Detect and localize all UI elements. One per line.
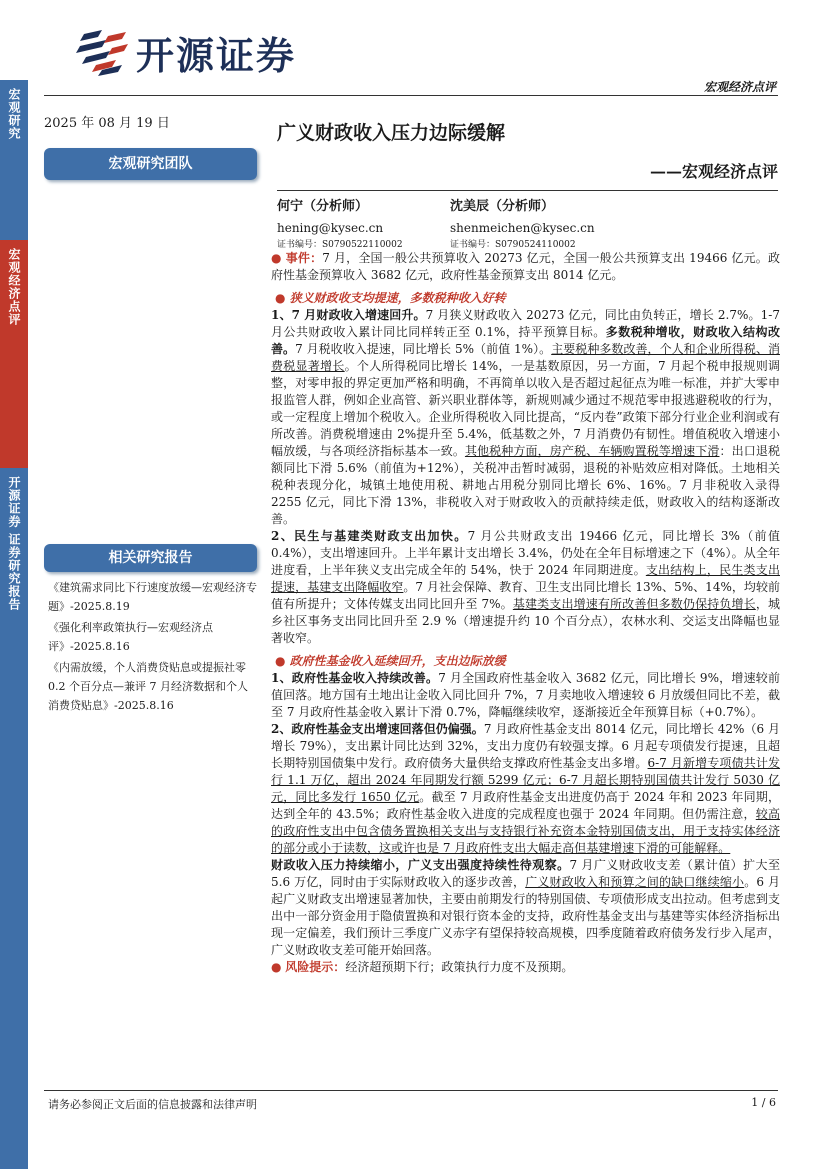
section-heading (271, 290, 780, 307)
related-reports-list (48, 578, 258, 717)
underlined-text: 主要税种多数改善，个人和企业所得税、消费税显著增长 (271, 342, 780, 373)
title-divider (277, 190, 778, 191)
paragraph-text: 。截至 7 月政府性基金支出进度仍高于 2024 年和 2023 年同期，达到全年的 43.5%；政府性基金收入进度的完成程度也强于 2024 年同期。但仍需注意， (271, 790, 780, 821)
bullet-icon: ● (271, 251, 286, 265)
risk-label: 风险提示： (285, 960, 346, 974)
report-category: 宏观经济点评 (703, 80, 776, 94)
sidebar-bottom-label: 开源证券 证券研究报告 (7, 476, 21, 612)
paragraph-text: ：出口退税额同比下滑 5.6%（前值为+12%），关税冲击暂时减弱，退税的补贴效应相对降低。土地相关税种表现分化，城镇土地使用税、耕地占用税分别同比增长 6%、16%。7 月非税收入录得 2255 亿元，同比下滑 13%，非税收入对于财政收入的贡献持续走低，财政收入的结构逐渐改善。 (271, 444, 780, 526)
related-report-link[interactable]: 《建筑需求同比下行速度放缓—宏观经济专题》-2025.8.19 (48, 581, 257, 613)
analyst-cert: 证书编号：S0790522110002 (277, 240, 403, 250)
paragraph-text: 。6 月起广义财政支出增速显著加快，主要由前期发行的特别国债、专项债形成支出拉动。但考虑到支出中一部分资金用于隐债置换和对银行资本金的支持，政府性基金支出与基建等实体经济指标出现一定偏差，我们预计三季度广义赤字有望保持较高规模，四季度随着政府债务发行步入尾声，广义财政收支差可能开始回落。 (271, 875, 780, 957)
paragraph-text: 7 月公共财政支出 19466 亿元，同比增长 3%（前值 0.4%），支出增速回升。上半年累计支出增长 3.4%，仍处在全年目标增速之下（4%）。从全年进度看，上半年狭义支出完成全年的 54%，快于 2024 年同期进度。 (271, 529, 780, 577)
sidebar-top-label: 宏观研究 (7, 88, 21, 140)
paragraph-text: 。个人所得税同比增长 14%，一是基数原因，另一方面，7 月起个税申报规则调整，对零申报的界定更加严格和明确，不再简单以收入是否超过起征点为唯一标准，并扩大零申报监管人群，例如企业高管、新兴职业群体等，新规则减少通过不规范零申报逃避税收的行为，或一定程度上增加个税收入。企业所得税收入同比提高，“反内卷”政策下部分行业企业利润或有所改善。消费税增速由 2%提升至 5.4%，低基数之外，7 月消费仍有韧性。增值税收入增速小幅放缓，与各项经济指标基本一致。 (271, 359, 780, 458)
risk-text: 经济超预期下行；政策执行力度不及预期。 (345, 960, 574, 974)
analyst-2 (450, 198, 595, 254)
section-heading-text: 政府性基金收入延续回升，支出边际放缓 (289, 654, 506, 668)
paragraph-heading: 财政收入压力持续缩小，广义支出强度持续性待观察。 (271, 858, 570, 872)
paragraph (271, 307, 780, 528)
related-reports-header: 相关研究报告 (44, 544, 257, 572)
footer-disclaimer: 请务必参阅正文后面的信息披露和法律声明 (48, 1098, 257, 1111)
underlined-text: 广义财政收入和预算之间的缺口继续缩小 (525, 875, 745, 889)
underlined-text: 较高的政府性支出中包含债务置换相关支出与支持银行补充资本金特别国债支出，用于支持实体经济的部分或小于读数，这或许也是 7 月政府性支出大幅走高但基建增速下滑的可能解释。 (271, 807, 780, 855)
paragraph-text: 7 月全国政府性基金收入 3682 亿元，同比增长 9%，增速较前值回落。地方国有土地出让金收入同比回升 7%，7 月卖地收入增速较 6 月放缓但同比不差，截至 7 月政府性基金收入累计下滑 0.7%，降幅继续收窄，逐渐接近全年预算目标（+0.7%）。 (271, 671, 780, 719)
event-label: 事件： (285, 251, 323, 265)
report-date: 2025 年 08 月 19 日 (44, 116, 170, 131)
logo-mark-icon (76, 30, 128, 76)
paragraph-text: ，城乡社区事务支出同比回升至 2.9 %（增速提升约 10 个百分点），农林水利、交运支出降幅也显著收窄。 (271, 597, 780, 645)
paragraph-text: 7 月税收收入提速，同比增长 5%（前值 1%）。 (295, 342, 552, 356)
footer-divider (44, 1090, 778, 1091)
paragraph-text: 7 月政府性基金支出 8014 亿元，同比增长 42%（6 月增长 79%），支出累计同比达到 32%，支出力度仍有较强支撑。6 月起专项债发行提速，且超长期特别国债集中发行。政府债务大量供给支撑政府性基金支出多增。 (271, 722, 780, 770)
logo-text: 开源证券 (136, 34, 297, 78)
paragraph-text: 7 月狭义财政收入 20273 亿元，同比由负转正，增长 2.7%。1-7 月公共财政收入累计同比同样转正至 0.1%，持平预算目标。 (271, 308, 780, 339)
paragraph (271, 721, 780, 857)
bullet-icon: ● (275, 654, 290, 668)
sidebar-bottom-band (0, 468, 28, 1169)
analyst-email[interactable]: hening@kysec.cn (277, 221, 384, 235)
underlined-text: 其他税种方面，房产税、车辆购置税等增速下滑 (464, 444, 720, 458)
paragraph (271, 670, 780, 721)
section-heading (271, 653, 780, 670)
underlined-text: 6-7 月新增专项债共计发行 1.1 万亿，超出 2024 年同期发行额 5299 亿元；6-7 月超长期特别国债共计发行 5030 亿元，同比多发行 1650 亿元 (271, 756, 781, 804)
analyst-1 (277, 198, 403, 254)
underlined-text: 支出结构上，民生类支出提速，基建支出降幅收窄 (271, 563, 780, 594)
page-number: 1 / 6 (751, 1096, 776, 1109)
event-paragraph (271, 250, 780, 284)
paragraph-heading: 2、民生与基建类财政支出加快。 (271, 529, 468, 543)
analyst-name: 何宁（分析师） (277, 199, 369, 214)
bullet-icon: ● (271, 960, 286, 974)
sidebar-middle-label: 宏观经济点评 (7, 248, 21, 326)
paragraph (271, 857, 780, 959)
sidebar-top-band (0, 80, 28, 240)
paragraph-text: 7 月广义财政收支差（累计值）扩大至 5.6 万亿，同时由于实际财政收入的逐步改善， (271, 858, 780, 889)
analyst-cert: 证书编号：S0790524110002 (450, 240, 576, 250)
paragraph-text: 。7 月社会保障、教育、卫生支出同比增长 13%、5%、14%，均较前值有所提升；文体传媒支出同比回升至 7%。 (271, 580, 780, 611)
bullet-icon: ● (275, 291, 290, 305)
report-title: 广义财政收入压力边际缓解 (277, 122, 506, 144)
paragraph (271, 528, 780, 647)
header-divider (44, 95, 778, 96)
event-text: 7 月，全国一般公共预算收入 20273 亿元，全国一般公共预算支出 19466 亿元。政府性基金预算收入 3682 亿元，政府性基金预算支出 8014 亿元。 (271, 251, 780, 282)
paragraph-heading: 1、7 月财政收入增速回升。 (271, 308, 426, 322)
sidebar (0, 0, 28, 1169)
paragraph-heading: 1、政府性基金收入持续改善。 (271, 671, 439, 685)
analyst-name: 沈美辰（分析师） (450, 199, 555, 214)
analyst-email[interactable]: shenmeichen@kysec.cn (450, 221, 595, 235)
sidebar-middle-band (0, 240, 28, 468)
section-heading-text: 狭义财政收支均提速，多数税种收入好转 (289, 291, 506, 305)
paragraph-heading: 2、政府性基金支出增速回落但仍偏强。 (271, 722, 484, 736)
company-logo (76, 25, 296, 80)
paragraph-emphasis: 多数税种增收，财政收入结构改善。 (271, 325, 780, 356)
related-report-link[interactable]: 《内需放缓，个人消费贷贴息或提振社零 0.2 个百分点—兼评 7 月经济数据和个人消费贷贴息》-2025.8.16 (48, 661, 248, 712)
report-subtitle: ——宏观经济点评 (649, 162, 778, 181)
team-badge: 宏观研究团队 (44, 148, 257, 180)
underlined-text: 基建类支出增速有所改善但多数仍保持负增长 (512, 597, 756, 611)
report-body (271, 250, 780, 976)
risk-paragraph (271, 959, 780, 976)
related-report-link[interactable]: 《强化利率政策执行—宏观经济点评》-2025.8.16 (48, 621, 213, 653)
